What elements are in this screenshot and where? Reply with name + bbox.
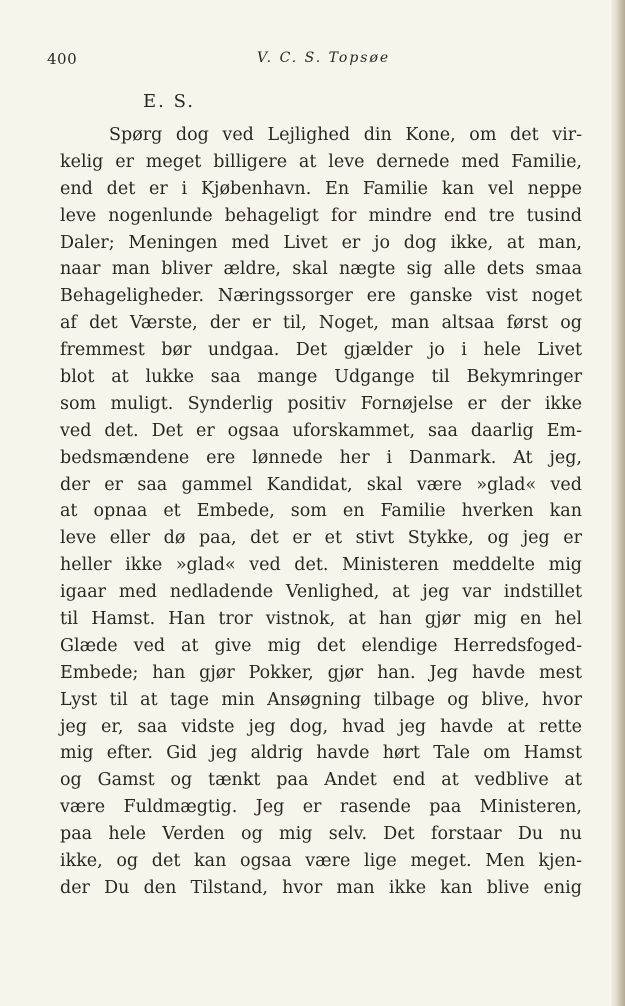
letter-signature: E. S. bbox=[143, 91, 195, 112]
text-line: være Fuldmægtig. Jeg er rasende paa Ministeren, bbox=[60, 797, 582, 818]
text-line: igaar med nedladende Venlighed, at jeg var indstillet bbox=[60, 582, 582, 603]
text-line: af det Værste, der er til, Noget, man altsaa først og bbox=[60, 313, 582, 334]
text-line: ikke, og det kan ogsaa være lige meget. Men kjen- bbox=[60, 851, 582, 872]
text-line: blot at lukke saa mange Udgange til Bekymringer bbox=[60, 367, 582, 388]
text-line: end det er i Kjøbenhavn. En Familie kan vel neppe bbox=[60, 178, 582, 199]
page-header bbox=[47, 50, 587, 72]
text-line: Lyst til at tage min Ansøgning tilbage og blive, hvor bbox=[60, 689, 582, 710]
page-edge bbox=[611, 0, 625, 1006]
letter-body bbox=[60, 122, 582, 902]
page-number: 400 bbox=[47, 50, 78, 68]
text-line: bedsmændene ere lønnede her i Danmark. At jeg, bbox=[60, 447, 582, 468]
text-line: mig efter. Gid jeg aldrig havde hørt Tale om Hamst bbox=[60, 743, 582, 764]
text-line: som muligt. Synderlig positiv Fornøjelse er der ikke bbox=[60, 393, 582, 414]
text-line: paa hele Verden og mig selv. Det forstaar Du nu bbox=[60, 824, 582, 845]
text-line: naar man bliver ældre, skal nægte sig alle dets smaa bbox=[60, 259, 582, 280]
text-line: og Gamst og tænkt paa Andet end at vedblive at bbox=[60, 770, 582, 791]
text-line: der Du den Tilstand, hvor man ikke kan blive enig bbox=[60, 877, 582, 898]
text-line: Behageligheder. Næringssorger ere ganske vist noget bbox=[60, 286, 582, 307]
running-head: V. C. S. Topsøe bbox=[257, 50, 391, 66]
text-line: at opnaa et Embede, som en Familie hverken kan bbox=[60, 501, 582, 522]
text-line: leve eller dø paa, det er et stivt Stykke, og jeg er bbox=[60, 528, 582, 549]
text-line: til Hamst. Han tror vistnok, at han gjør mig en hel bbox=[60, 609, 582, 630]
text-line: jeg er, saa vidste jeg dog, hvad jeg havde at rette bbox=[60, 716, 582, 737]
text-line: heller ikke »glad« ved det. Ministeren meddelte mig bbox=[60, 555, 582, 576]
text-line: fremmest bør undgaa. Det gjælder jo i hele Livet bbox=[60, 340, 582, 361]
text-line: Glæde ved at give mig det elendige Herredsfoged- bbox=[60, 635, 582, 656]
text-line: kelig er meget billigere at leve dernede med Familie, bbox=[60, 151, 582, 172]
text-line: Daler; Meningen med Livet er jo dog ikke, at man, bbox=[60, 232, 582, 253]
text-line: ved det. Det er ogsaa uforskammet, saa daarlig Em- bbox=[60, 420, 582, 441]
text-line: leve nogenlunde behageligt for mindre end tre tusind bbox=[60, 205, 582, 226]
text-line: Embede; han gjør Pokker, gjør han. Jeg havde mest bbox=[60, 662, 582, 683]
text-line: der er saa gammel Kandidat, skal være »glad« ved bbox=[60, 474, 582, 495]
text-line: Spørg dog ved Lejlighed din Kone, om det vir- bbox=[109, 125, 582, 145]
